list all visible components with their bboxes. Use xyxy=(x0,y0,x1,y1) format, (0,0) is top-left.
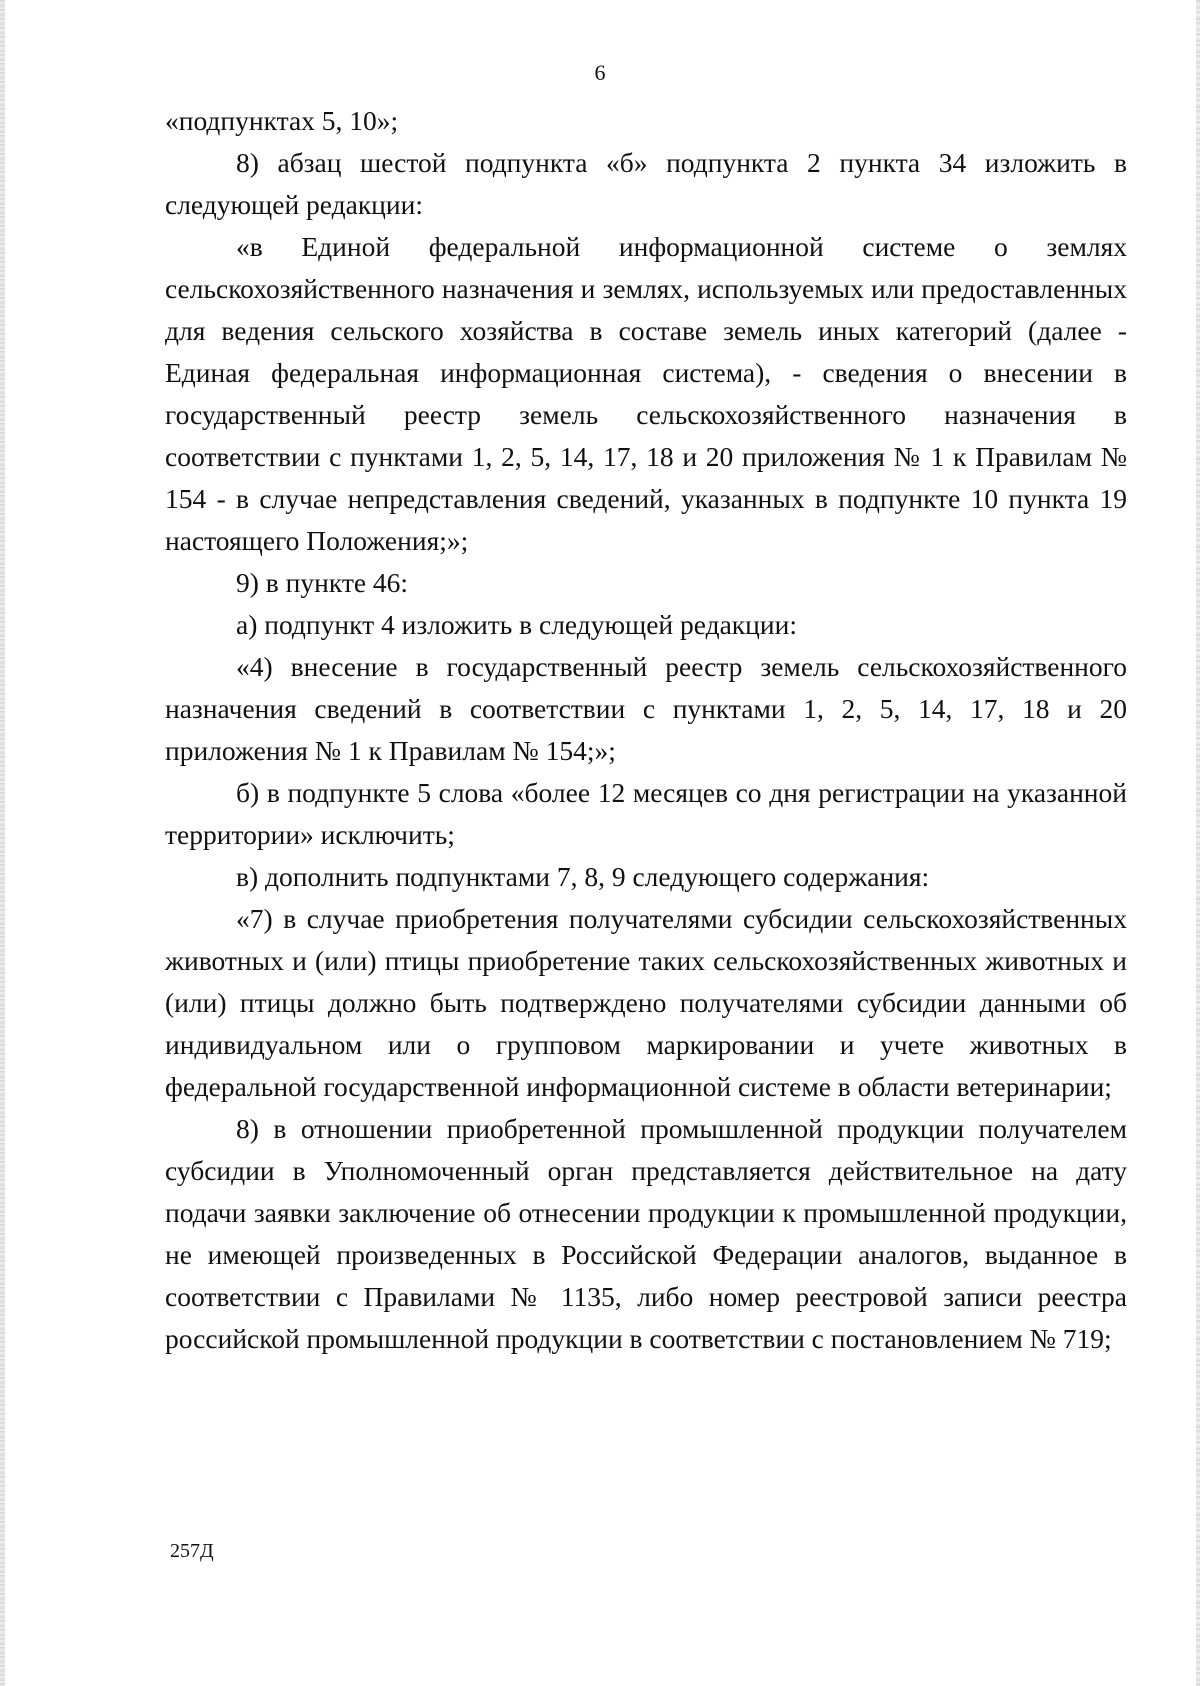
scan-edge-left xyxy=(0,0,5,1686)
paragraph-subitem-v: в) дополнить подпунктами 7, 8, 9 следующего содержания: xyxy=(236,861,930,892)
paragraph-quote-7: «7) в случае приобретения получателями субсидии сельскохозяйственных животных и (или) птицы приобретение таких сельскохозяйственных животных и (или) птицы должно быть подтверждено получателями субсидии данными об индивидуальном или о групповом маркировании и учете животных в федеральной государственной информационной системе в области ветеринарии; xyxy=(165,903,1127,1102)
paragraph-quote-4: «4) внесение в государственный реестр земель сельскохозяйственного назначения сведений в соответствии с пунктами 1, 2, 5, 14, 17, 18 и 20 приложения № 1 к Правилам № 154;»; xyxy=(165,651,1127,766)
paragraph-item-9: 9) в пункте 46: xyxy=(236,567,409,598)
paragraph-continuation: «подпунктах 5, 10»; xyxy=(165,105,399,136)
scan-edge-right xyxy=(1196,0,1200,1686)
paragraph-subitem-b: б) в подпункте 5 слова «более 12 месяцев со дня регистрации на указанной территории» исключить; xyxy=(165,777,1127,850)
paragraph-item-8: 8) абзац шестой подпункта «б» подпункта 2 пункта 34 изложить в следующей редакции: xyxy=(165,147,1127,220)
paragraph-quote-edition: «в Единой федеральной информационной системе о землях сельскохозяйственного назначения и землях, используемых или предоставленных для ведения сельского хозяйства в составе земель иных категорий (далее - Единая федеральная информационная система), - сведения о внесении в государственный реестр земель сельскохозяйственного назначения в соответствии с пунктами 1, 2, 5, 14, 17, 18 и 20 приложения № 1 к Правилам № 154 - в случае непредставления сведений, указанных в подпункте 10 пункта 19 настоящего Положения;»; xyxy=(165,231,1127,556)
document-body xyxy=(165,100,1127,1360)
paragraph-subitem-a: а) подпункт 4 изложить в следующей редакции: xyxy=(236,609,797,640)
paragraph-quote-8: 8) в отношении приобретенной промышленной продукции получателем субсидии в Уполномоченный орган представляется действительное на дату подачи заявки заключение об отнесении продукции к промышленной продукции, не имеющей произведенных в Российской Федерации аналогов, выданное в соответствии с Правилами № 1135, либо номер реестровой записи реестра российской промышленной продукции в соответствии с постановлением № 719; xyxy=(165,1113,1127,1354)
document-code: 257Д xyxy=(170,1540,214,1562)
page-number: 6 xyxy=(594,60,606,85)
